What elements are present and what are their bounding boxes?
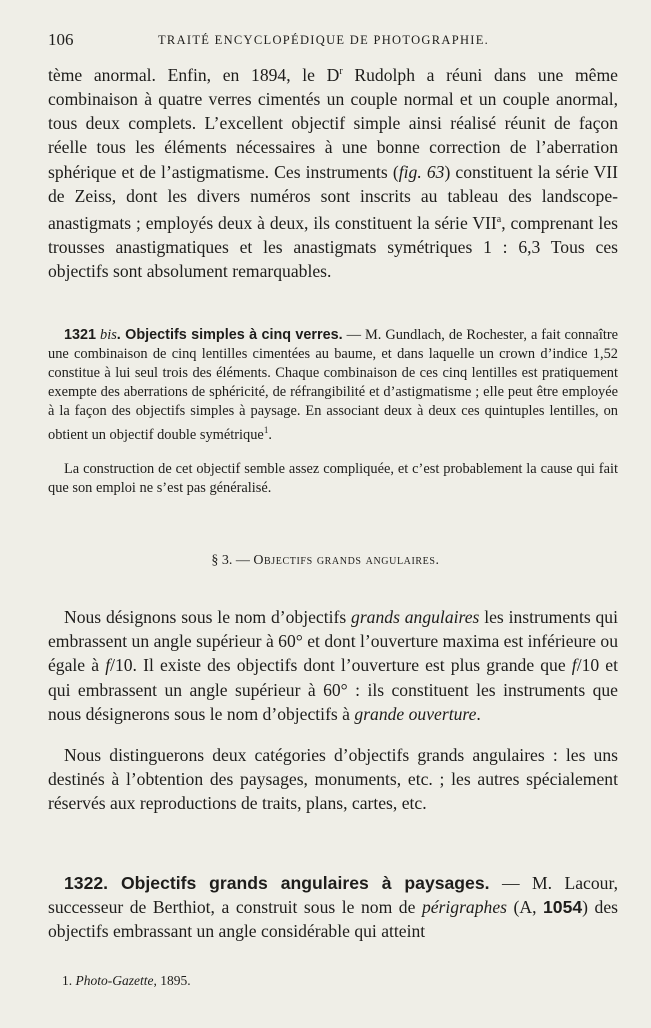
section-title: . Objectifs simples à cinq verres. (116, 327, 343, 343)
section-heading: § 3. — Objectifs grands angulaires. (211, 553, 440, 568)
footnote: 1. Photo-Gazette, 1895. (62, 973, 191, 988)
footnote-ref: 1 (263, 425, 269, 435)
paragraph-1321-b: La construction de cet objectif semble assez compliquée, et c’est probablement la cause qui fait que son emploi ne s’est pas généralisé. (48, 461, 618, 496)
paragraph-1322: 1322. Objectifs grands angulaires à paysages. — M. Lacour, successeur de Berthiot, a construit sous le nom de périgraphes (A, 1054) des objectifs embrassant un angle considérable qui atteint (48, 873, 618, 942)
paragraph-1321: 1321 bis. Objectifs simples à cinq verres. — M. Gundlach, de Rochester, a fait connaître une combinaison de cinq lentilles cimentées au baume, et dans laquelle un crown d’indice 1,52 constitue à lui seul trois des éléments. Chaque combinaison de ces cinq lentilles est pratiquement exempte des aberrations de sphéricité, de réfrangibilité et d’astigmatisme ; elle peut être employée à la façon des objectifs simples à paysage. En associant deux à deux ces quintuples lentilles, on obtient un objectif double symétrique$^1$. (48, 327, 618, 443)
page-header (48, 30, 619, 52)
paragraph-definition: Nous désignons sous le nom d’objectifs grands angulaires les instruments qui embrassent un angle supérieur à 60° et dont l’ouverture maxima est inférieure ou égale à f/10. Il existe des objectifs dont l’ouverture est plus grande que f/10 et qui embrassent un angle supérieur à 60° : ils constituent les instruments que nous désignerons sous le nom d’objectifs à grande ouverture. (48, 607, 618, 724)
paragraph-categories: Nous distinguerons deux catégories d’objectifs grands angulaires : les uns destinés à l’obtention des paysages, monuments, etc. ; les autres spécialement réservés aux reproductions de traits, plans, cartes, etc. (48, 745, 618, 814)
paragraph-rudolph: tème anormal. Enfin, en 1894, le $D^r$ Rudolph a réuni dans une même combinaison à quatre verres cimentés un couple normal et un couple anormal, tous deux complets. L’excellent objectif simple ainsi réalisé réunit de façon réelle tous les éléments nécessaires à une bonne correction de l’aberration sphérique et de l’astigmatisme. Ces instruments (fig. 63) constituent la série VII de Zeiss, dont les divers numéros sont inscrits au tableau des landscope-anastigmats ; employés deux à deux, ils constituent la série VII$^a$, comprenant les trousses anastigmatiques et les anastigmats symétriques 1 : 6,3 Tous ces objectifs sont absolument remarquables. (48, 64, 618, 282)
page-number: 106 (48, 30, 74, 49)
figure-reference: fig. 63 (398, 161, 445, 182)
section-title-1322: 1322. Objectifs grands angulaires à paysages. (64, 873, 490, 893)
section-number: 1321 (64, 327, 97, 343)
running-head: TRAITÉ ENCYCLOPÉDIQUE DE PHOTOGRAPHIE. (158, 33, 490, 47)
